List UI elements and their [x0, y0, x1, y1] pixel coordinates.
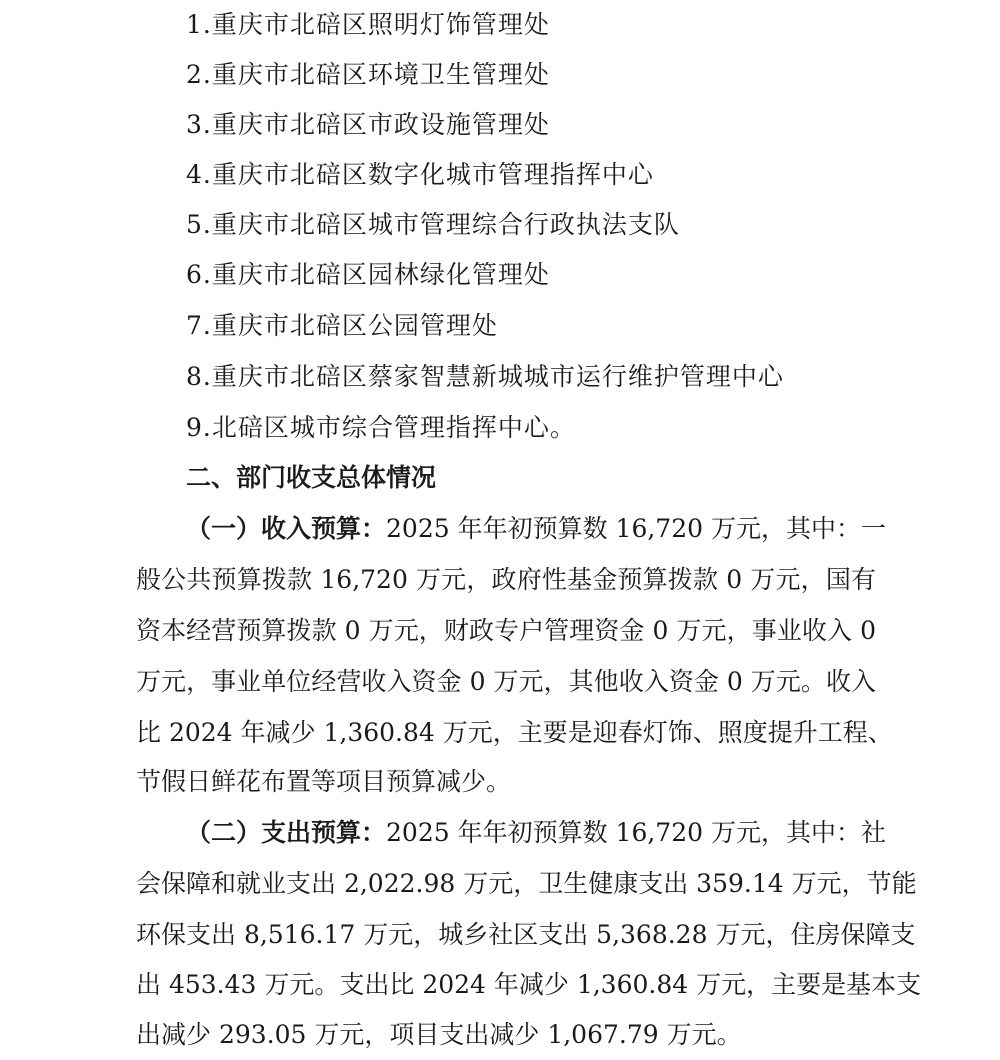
- expense-paragraph-line: 出减少 293.05 万元，项目支出减少 1,067.79 万元。: [136, 1020, 742, 1049]
- unit-item: 3.重庆市北碚区市政设施管理处: [186, 110, 550, 139]
- expense-paragraph-line: [186, 818, 886, 848]
- income-text: 2025 年年初预算数 16,720 万元，其中：一: [386, 514, 886, 543]
- income-paragraph-line: 资本经营预算拨款 0 万元，财政专户管理资金 0 万元，事业收入 0: [136, 616, 876, 645]
- unit-item: 6.重庆市北碚区园林绿化管理处: [186, 260, 550, 289]
- income-lead: （一）收入预算：: [186, 514, 387, 543]
- unit-item: 5.重庆市北碚区城市管理综合行政执法支队: [186, 210, 680, 239]
- unit-item: 9.北碚区城市综合管理指挥中心。: [186, 413, 576, 442]
- unit-item: 2.重庆市北碚区环境卫生管理处: [186, 60, 550, 89]
- section-heading: 二、部门收支总体情况: [186, 463, 437, 492]
- income-paragraph-line: 般公共预算拨款 16,720 万元，政府性基金预算拨款 0 万元，国有: [136, 565, 876, 594]
- unit-item: 8.重庆市北碚区蔡家智慧新城城市运行维护管理中心: [186, 362, 784, 391]
- expense-paragraph-line: 出 453.43 万元。支出比 2024 年减少 1,360.84 万元，主要是基本支: [136, 970, 922, 999]
- unit-item: 1.重庆市北碚区照明灯饰管理处: [186, 10, 550, 39]
- expense-paragraph-line: 环保支出 8,516.17 万元，城乡社区支出 5,368.28 万元，住房保障支: [136, 920, 916, 949]
- unit-item: 7.重庆市北碚区公园管理处: [186, 311, 498, 340]
- unit-item: 4.重庆市北碚区数字化城市管理指挥中心: [186, 160, 654, 189]
- income-paragraph-line: [186, 514, 886, 544]
- expense-paragraph-line: 会保障和就业支出 2,022.98 万元，卫生健康支出 359.14 万元，节能: [136, 869, 917, 898]
- income-paragraph-line: 比 2024 年减少 1,360.84 万元，主要是迎春灯饰、照度提升工程、: [136, 718, 893, 747]
- income-paragraph-line: 节假日鲜花布置等项目预算减少。: [136, 767, 512, 796]
- expense-lead: （二）支出预算：: [186, 818, 387, 847]
- income-paragraph-line: 万元，事业单位经营收入资金 0 万元，其他收入资金 0 万元。收入: [136, 667, 876, 696]
- expense-text: 2025 年年初预算数 16,720 万元，其中：社: [386, 818, 886, 847]
